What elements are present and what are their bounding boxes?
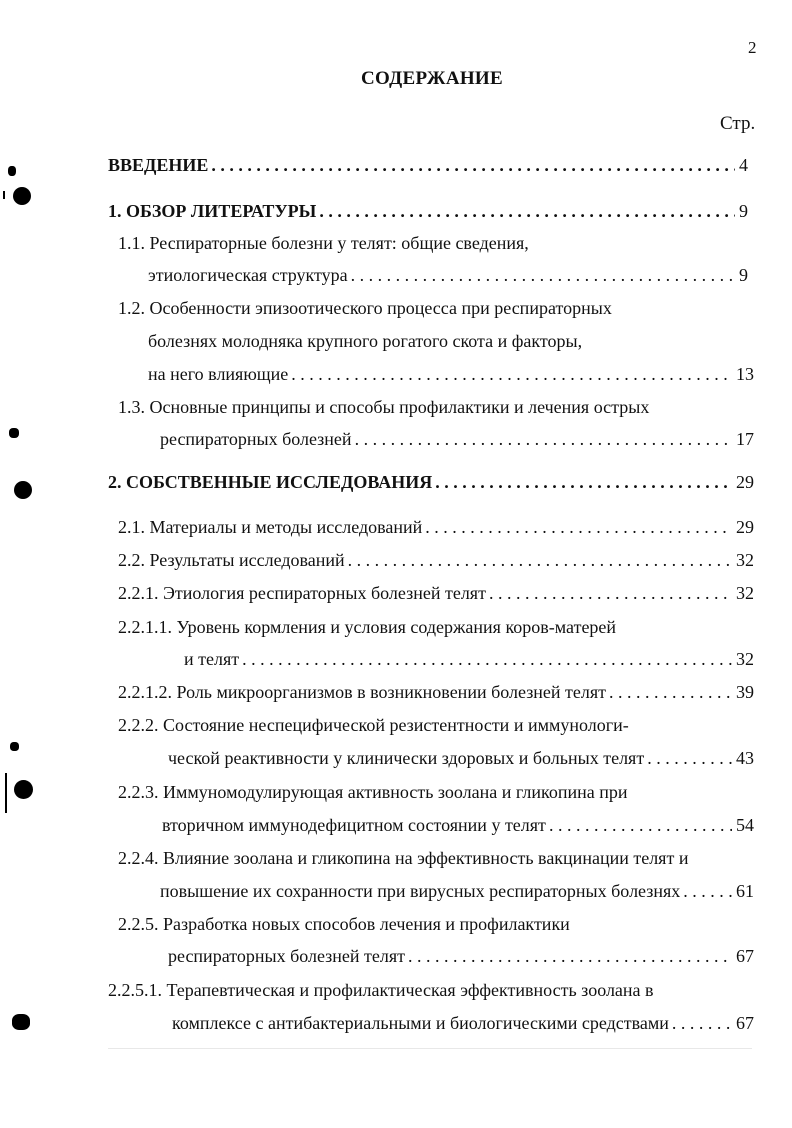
toc-entry-line: болезнях молодняка крупного рогатого скота и факторы, <box>148 331 583 351</box>
toc-entry-title: вторичном иммунодефицитном состоянии у телят <box>162 815 546 835</box>
toc-entry-line: 2.2.1.1. Уровень кормления и условия содержания коров-матерей <box>118 617 617 637</box>
toc-entry-title: 2.2.1.2. Роль микроорганизмов в возникновении болезней телят <box>118 682 607 702</box>
toc-entry-title: 2.1. Материалы и методы исследований <box>118 517 423 537</box>
toc-leader-dots <box>647 747 732 769</box>
toc-entry-title: на него влияющие <box>148 364 289 384</box>
toc-entry-2-2-1 <box>118 582 754 604</box>
toc-entry-title: 1. ОБЗОР ЛИТЕРАТУРЫ <box>108 201 317 221</box>
toc-entry-title: 2.2. Результаты исследований <box>118 550 345 570</box>
toc-entry-line: 1.3. Основные принципы и способы профилактики и лечения острых <box>118 397 650 417</box>
toc-leader-dots <box>408 945 732 967</box>
toc-entry-line: 2.2.5. Разработка новых способов лечения и профилактики <box>118 914 570 934</box>
toc-entry-2-2-2 <box>168 747 754 769</box>
toc-entry-line: 1.2. Особенности эпизоотического процесса при респираторных <box>118 298 612 318</box>
toc-leader-dots <box>348 549 732 571</box>
toc-entry-1-1 <box>148 264 748 286</box>
toc-entry-title: 2.2.1. Этиология респираторных болезней телят <box>118 583 486 603</box>
toc-page-number: 54 <box>736 815 754 835</box>
toc-entry-line: 2.2.5.1. Терапевтическая и профилактическая эффективность зоолана в <box>108 980 654 1000</box>
toc-page-number: 67 <box>736 946 754 966</box>
toc-page-number: 29 <box>736 472 754 492</box>
toc-entry-2-2-1-1 <box>184 648 754 670</box>
toc-page-number: 17 <box>736 429 754 449</box>
page-title: СОДЕРЖАНИЕ <box>361 68 503 89</box>
toc-entry-title: ческой реактивности у клинически здоровых и больных телят <box>168 748 645 768</box>
scan-mark <box>5 773 7 813</box>
toc-entry-line: 2.2.4. Влияние зоолана и гликопина на эффективность вакцинации телят и <box>118 848 689 868</box>
toc-leader-dots <box>351 264 735 286</box>
toc-leader-dots <box>549 814 732 836</box>
toc-entry-title: повышение их сохранности при вирусных респираторных болезнях <box>160 881 681 901</box>
toc-page-number: 43 <box>736 748 754 768</box>
toc-entry-1-2 <box>148 363 754 385</box>
punch-hole <box>14 780 33 799</box>
toc-entry-2-2-3 <box>162 814 754 836</box>
toc-entry-title: респираторных болезней <box>160 429 352 449</box>
punch-hole <box>13 187 31 205</box>
toc-leader-dots <box>683 880 732 902</box>
toc-entry-title: 2. СОБСТВЕННЫЕ ИССЛЕДОВАНИЯ <box>108 472 433 492</box>
toc-entry-2-2-5 <box>168 945 754 967</box>
toc-leader-dots <box>211 154 735 176</box>
toc-leader-dots <box>319 200 735 222</box>
toc-entry-2-2-4 <box>160 880 754 902</box>
toc-page-number: 32 <box>736 550 754 570</box>
toc-leader-dots <box>489 582 732 604</box>
toc-entry-line: 2.2.3. Иммуномодулирующая активность зоолана и гликопина при <box>118 782 628 802</box>
toc-entry-title: этиологическая структура <box>148 265 348 285</box>
toc-leader-dots <box>672 1012 732 1034</box>
page-number: 2 <box>748 38 757 57</box>
toc-page-number: 32 <box>736 649 754 669</box>
scan-mark <box>3 191 5 199</box>
toc-page-number: 4 <box>739 155 748 175</box>
toc-entry-title: и телят <box>184 649 240 669</box>
toc-leader-dots <box>291 363 732 385</box>
scan-faint-rule <box>108 1048 752 1049</box>
page-column-label: Стр. <box>720 113 756 134</box>
scan-speck <box>12 1014 30 1030</box>
scan-speck <box>9 428 19 438</box>
toc-leader-dots <box>435 471 732 493</box>
toc-leader-dots <box>425 516 732 538</box>
toc-entry-2-1 <box>118 516 754 538</box>
toc-entry-2-2 <box>118 549 754 571</box>
toc-page-number: 67 <box>736 1013 754 1033</box>
toc-entry-2-2-5-1 <box>172 1012 754 1034</box>
toc-page-number: 9 <box>739 265 748 285</box>
toc-page-number: 32 <box>736 583 754 603</box>
toc-page-number: 13 <box>736 364 754 384</box>
toc-page-number: 29 <box>736 517 754 537</box>
toc-page-number: 61 <box>736 881 754 901</box>
toc-entry-line: 1.1. Респираторные болезни у телят: общие сведения, <box>118 233 529 253</box>
toc-entry-line: 2.2.2. Состояние неспецифической резистентности и иммунологи- <box>118 715 629 735</box>
toc-page-number: 39 <box>736 682 754 702</box>
toc-entry-literature-review <box>108 200 748 222</box>
toc-entry-title: респираторных болезней телят <box>168 946 406 966</box>
toc-entry-2-2-1-2 <box>118 681 754 703</box>
toc-entry-title: ВВЕДЕНИЕ <box>108 155 209 175</box>
toc-leader-dots <box>609 681 732 703</box>
toc-leader-dots <box>242 648 732 670</box>
scan-speck <box>10 742 19 751</box>
toc-page-number: 9 <box>739 201 748 221</box>
toc-entry-title: комплексе с антибактериальными и биологическими средствами <box>172 1013 669 1033</box>
scan-speck <box>8 166 16 176</box>
toc-entry-introduction <box>108 154 748 176</box>
toc-entry-1-3 <box>160 428 754 450</box>
toc-entry-own-research <box>108 471 754 493</box>
punch-hole <box>14 481 32 499</box>
toc-leader-dots <box>355 428 732 450</box>
